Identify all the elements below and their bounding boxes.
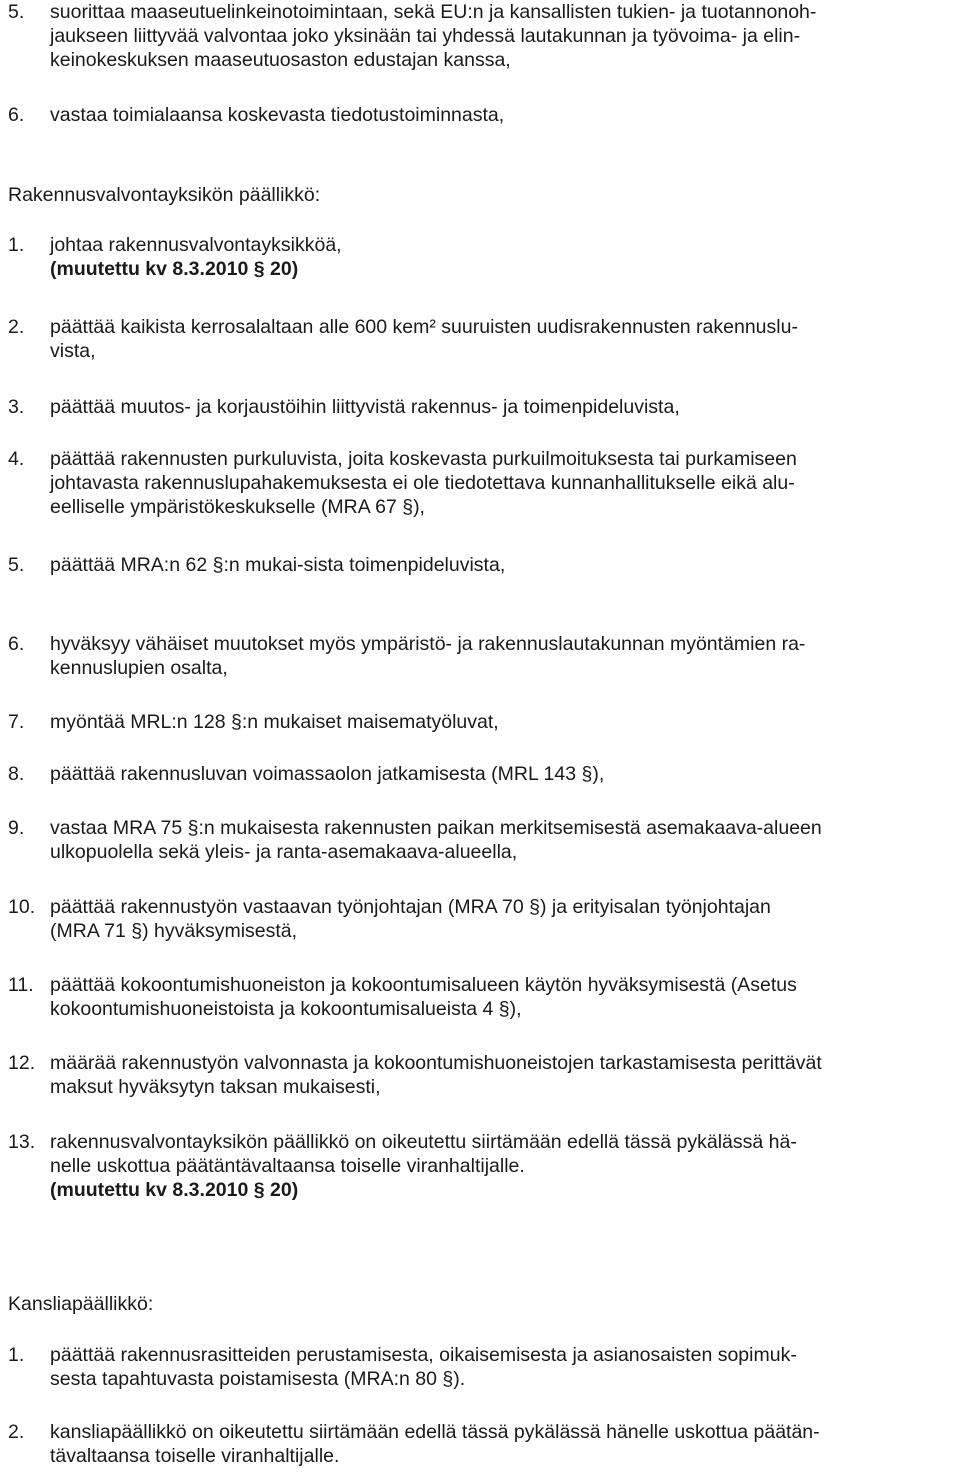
item-text-line: sesta tapahtuvasta poistamisesta (MRA:n 80 §).	[50, 1368, 466, 1390]
item-number: 8.	[8, 763, 25, 785]
list-item	[8, 762, 956, 786]
list-item	[8, 816, 956, 864]
item-text-line: kennuslupien osalta,	[50, 657, 228, 679]
item-text-line: vastaa toimialaansa koskevasta tiedotustoiminnasta,	[50, 104, 505, 126]
list-item	[8, 973, 956, 1021]
item-number: 5.	[8, 1, 25, 23]
item-text-line: ulkopuolella sekä yleis- ja ranta-asemakaava-alueella,	[50, 841, 518, 863]
list-item	[8, 0, 956, 72]
item-number: 4.	[8, 448, 25, 470]
item-text-line: päättää rakennusluvan voimassaolon jatkamisesta (MRL 143 §),	[50, 763, 605, 785]
list-item	[8, 315, 956, 363]
item-number: 2.	[8, 316, 25, 338]
list-item	[8, 233, 956, 281]
item-text-line: kokoontumishuoneistoista ja kokoontumisalueista 4 §),	[50, 998, 522, 1020]
list-item	[8, 1130, 956, 1202]
item-text-line: rakennusvalvontayksikön päällikkö on oikeutettu siirtämään edellä tässä pykälässä hä-	[50, 1131, 797, 1153]
list-item	[8, 103, 956, 127]
list-item	[8, 1343, 956, 1391]
item-text-line: keinokeskuksen maaseutuosaston edustajan kanssa,	[50, 49, 511, 71]
item-text-line: päättää MRA:n 62 §:n mukai-sista toimenpideluvista,	[50, 554, 506, 576]
item-text-line: johtaa rakennusvalvontayksikköä,	[50, 234, 342, 256]
list-item	[8, 395, 956, 419]
item-text-line: määrää rakennustyön valvonnasta ja kokoontumishuoneistojen tarkastamisesta perittävät	[50, 1052, 822, 1074]
item-number: 11.	[8, 974, 34, 996]
item-text-line: päättää kokoontumishuoneiston ja kokoontumisalueen käytön hyväksymisestä (Asetus	[50, 974, 797, 996]
list-item	[8, 1420, 956, 1468]
item-number: 9.	[8, 817, 25, 839]
item-text-line: johtavasta rakennuslupahakemuksesta ei ole tiedotettava kunnanhallitukselle eikä alu-	[50, 472, 795, 494]
item-number: 10.	[8, 896, 36, 918]
list-item	[8, 895, 956, 943]
item-text-line: päättää kaikista kerrosalaltaan alle 600 kem² suuruisten uudisrakennusten rakennuslu-	[50, 316, 798, 338]
item-number: 7.	[8, 711, 25, 733]
item-text-line: hyväksyy vähäiset muutokset myös ympäristö- ja rakennuslautakunnan myöntämien ra-	[50, 633, 806, 655]
item-text-line: kansliapäällikkö on oikeutettu siirtämään edellä tässä pykälässä hänelle uskottua päätän-	[50, 1421, 820, 1443]
item-number: 1.	[8, 1344, 25, 1366]
list-item	[8, 632, 956, 680]
list-item	[8, 447, 956, 519]
list-item	[8, 1051, 956, 1099]
list-item	[8, 710, 956, 734]
item-text-line: jaukseen liittyvää valvontaa joko yksinään tai yhdessä lautakunnan ja työvoima- ja elin-	[50, 25, 801, 47]
item-text-line: (MRA 71 §) hyväksymisestä,	[50, 920, 298, 942]
list-item	[8, 553, 956, 577]
item-text-line: suorittaa maaseutuelinkeinotoimintaan, sekä EU:n ja kansallisten tukien- ja tuotannonoh-	[50, 1, 817, 23]
item-number: 6.	[8, 104, 25, 126]
item-number: 13.	[8, 1131, 36, 1153]
item-number: 2.	[8, 1421, 25, 1443]
item-text-line: päättää rakennusten purkuluvista, joita koskevasta purkuilmoituksesta tai purkamiseen	[50, 448, 797, 470]
section-heading: Rakennusvalvontayksikön päällikkö:	[8, 184, 321, 206]
item-number: 12.	[8, 1052, 36, 1074]
item-text-line: päättää rakennustyön vastaavan työnjohtajan (MRA 70 §) ja erityisalan työnjohtajan	[50, 896, 771, 918]
item-text-line: päättää muutos- ja korjaustöihin liittyvistä rakennus- ja toimenpideluvista,	[50, 396, 680, 418]
item-text-line: vista,	[50, 340, 96, 362]
item-number: 3.	[8, 396, 25, 418]
amendment-note: (muutettu kv 8.3.2010 § 20)	[50, 258, 299, 280]
item-text-line: nelle uskottua päätäntävaltaansa toiselle viranhaltijalle.	[50, 1155, 525, 1177]
item-text-line: vastaa MRA 75 §:n mukaisesta rakennusten paikan merkitsemisestä asemakaava-alueen	[50, 817, 822, 839]
item-text-line: maksut hyväksytyn taksan mukaisesti,	[50, 1076, 381, 1098]
item-text-line: tävaltaansa toiselle viranhaltijalle.	[50, 1445, 340, 1467]
item-text-line: eelliselle ympäristökeskukselle (MRA 67 §),	[50, 496, 425, 518]
item-number: 1.	[8, 234, 25, 256]
item-text-line: myöntää MRL:n 128 §:n mukaiset maisematyöluvat,	[50, 711, 499, 733]
item-text-line: päättää rakennusrasitteiden perustamisesta, oikaisemisesta ja asianosaisten sopimuk-	[50, 1344, 797, 1366]
item-number: 5.	[8, 554, 25, 576]
amendment-note: (muutettu kv 8.3.2010 § 20)	[50, 1179, 299, 1201]
section-heading: Kansliapäällikkö:	[8, 1293, 154, 1315]
item-number: 6.	[8, 633, 25, 655]
